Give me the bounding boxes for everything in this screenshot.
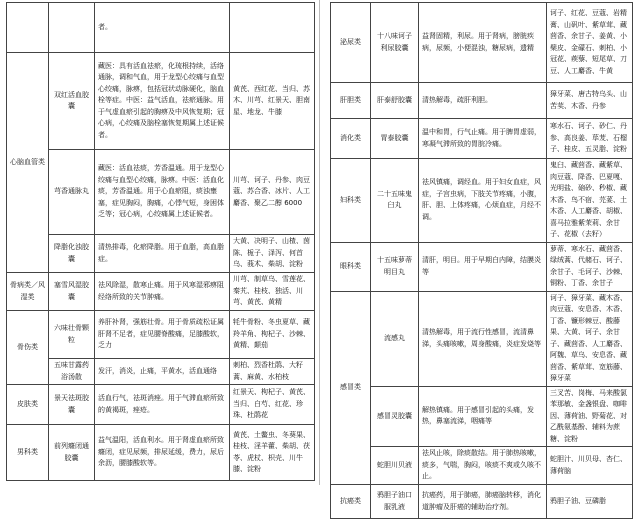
medicine-name: 六味壮骨颗粒 bbox=[49, 311, 95, 359]
medicine-name: 降脂化浊胶囊 bbox=[49, 235, 95, 273]
table-row bbox=[331, 485, 633, 519]
table-row bbox=[331, 159, 633, 243]
table-row bbox=[331, 3, 633, 83]
efficacy-cell: 解热镇痛。用于感冒引起的头痛，发热，鼻塞流涕，咽痛等 bbox=[419, 386, 547, 447]
efficacy-cell: 益气温阳，活血利水。用于肾虚血瘀所致癃闭，症见尿频，排尿延缓，费力，尿后余沥，腰膝酸软等。 bbox=[95, 425, 230, 481]
medicine-name: 芎香通脉丸 bbox=[49, 150, 95, 235]
ingredients-cell: 鸦胆子油、豆磷脂 bbox=[547, 485, 633, 519]
medicine-name: 双红活血胶囊 bbox=[49, 53, 95, 150]
table-row bbox=[7, 150, 315, 235]
efficacy-cell: 藏医：活血祛痰，芳香温通。用于龙型心绞痛与血型心绞痛，脉痹。中医：活血化痰，芳香温通。用于心血瘀阻，痰浊壅塞，症见胸闷，胸痛，心悸气短，身困体乏等；冠心病，心绞痛属上述证候者。 bbox=[95, 150, 230, 235]
ingredients-cell: 川芎、诃子、丹参、肉豆蔻、苏合香、冰片、人工麝香、聚乙二醇 6000 bbox=[230, 150, 315, 235]
efficacy-cell: 祛风除湿，散寒止痛。用于风寒湿邪痹阻经络所致的关节肿痛。 bbox=[95, 273, 230, 311]
ingredients-cell: 鬼臼、藏茴香、藏紫草、肉豆蔻、降香、巴夏嘎、光明盐、硇砂、秒椒、藏木香、鸟不宿、芫荽、土木香、人工麝香、胡椒、喜马拉雅紫茉莉、余甘子、花椒（去籽） bbox=[547, 159, 633, 243]
medicine-name: 十五味萝蒂明目丸 bbox=[371, 242, 419, 291]
category-cell: 皮肤类 bbox=[7, 385, 49, 425]
ingredients-cell: 黄芪、土鳖虫、冬葵果、桂枝、淫羊藿、柴胡、茯苓、虎杖、枳壳、川牛膝、淀粉 bbox=[230, 425, 315, 481]
medicine-name: 塞雪风湿胶囊 bbox=[49, 273, 95, 311]
efficacy-cell: 清肝，明目。用于早期白内障，结膜炎等 bbox=[419, 242, 547, 291]
medicine-name: 前列癃闭通胶囊 bbox=[49, 425, 95, 481]
medicine-name: 鸦胆子油口服乳液 bbox=[371, 485, 419, 519]
ingredients-cell: 诃子、红花、豆蔻、岩精膏、山矾叶、紫草茸、藏茴香、余甘子、姜黄、小檗皮、金礞石、刺柏、小冠花、蒺藜、短尾草、刀豆、人工麝香、牛黄 bbox=[547, 3, 633, 83]
efficacy-cell: 清热解毒，用于流行性感冒，流清鼻涕，头痛咳嗽，周身酸痛，炎症发烧等 bbox=[419, 291, 547, 386]
category-cell: 骨伤类 bbox=[7, 311, 49, 385]
category-cell: 心脑血管类 bbox=[7, 53, 49, 273]
medicine-name bbox=[49, 3, 95, 53]
efficacy-cell: 祛风止咳，除痰散结。用于肺热咳嗽，痰多，气喘，胸闷，咳痰不爽或久咳不止。 bbox=[419, 447, 547, 485]
efficacy-cell: 清热排毒，化瘀降脂。用于血脂，高血脂症。 bbox=[95, 235, 230, 273]
table-row bbox=[331, 242, 633, 291]
medicine-name: 肝泰舒胶囊 bbox=[371, 83, 419, 119]
category-cell: 泌尿类 bbox=[331, 3, 371, 83]
category-cell: 抗癌类 bbox=[331, 485, 371, 519]
table-row bbox=[331, 119, 633, 159]
category-cell: 肝胆类 bbox=[331, 83, 371, 119]
table-row bbox=[331, 291, 633, 386]
table-row bbox=[331, 447, 633, 485]
efficacy-cell: 清热解毒，疏肝利胆。 bbox=[419, 83, 547, 119]
category-cell: 眼科类 bbox=[331, 242, 371, 291]
ingredients-cell: 蛇胆汁、川贝母、杏仁、薄荷脑 bbox=[547, 447, 633, 485]
table-row bbox=[7, 385, 315, 425]
ingredients-cell: 三叉苦、岗梅、马来酸氯苯那敏、金盏银盘、咖啡因、薄荷油、野菊花、对乙酰氨基酚、辅料为蔗糖、淀粉 bbox=[547, 386, 633, 447]
table-row bbox=[7, 3, 315, 53]
medicine-name: 感冒灵胶囊 bbox=[371, 386, 419, 447]
category-cell: 妇科类 bbox=[331, 159, 371, 243]
medicine-name: 胃泰胶囊 bbox=[371, 119, 419, 159]
category-cell bbox=[7, 3, 49, 53]
ingredients-cell: 獐牙菜、唐古特乌头、山苦荬、木香、丹参 bbox=[547, 83, 633, 119]
table-row bbox=[7, 311, 315, 359]
ingredients-cell: 诃子、獐牙菜、藏木香、肉豆蔻、安息香、木香、丁香、镰形棘豆、酸藤果、大黄、诃子、余甘子、藏茴香、人工麝香、阿魏、草乌、安息香、藏茴香、紫草茸、宽筋藤、獐牙菜 bbox=[547, 291, 633, 386]
ingredients-cell: 川芎、制草乌、雪莲花、秦艽、桂枝、独活、川芎、黄芪、黄精 bbox=[230, 273, 315, 311]
medicine-name: 十八味诃子利尿胶囊 bbox=[371, 3, 419, 83]
ingredients-cell: 寒水石、诃子、砂仁、丹参、高良姜、荜茇、石榴子、桂皮、五灵脂、淀粉 bbox=[547, 119, 633, 159]
efficacy-cell: 温中和胃，行气止痛。用于脾胃虚弱，寒凝气滞所致的胃脘冷痛。 bbox=[419, 119, 547, 159]
ingredients-cell: 刺柏、烈香杜鹃、大籽蒿、麻黄、水柏枝 bbox=[230, 359, 315, 385]
category-cell: 感冒类 bbox=[331, 291, 371, 485]
medicine-table-right bbox=[330, 2, 633, 519]
ingredients-cell: 牦牛骨粉、冬虫夏草、藏羚羊角、枸杞子、沙棘、黄精、颠茄 bbox=[230, 311, 315, 359]
category-cell: 骨病类／风湿类 bbox=[7, 273, 49, 311]
table-row bbox=[331, 386, 633, 447]
ingredients-cell: 萝蒂、寒水石、藏茴香、绿绒蒿、代赭石、诃子、余甘子、毛诃子、沙棘、铜粉、丁香、余甘子 bbox=[547, 242, 633, 291]
table-row bbox=[7, 53, 315, 150]
page-divider bbox=[319, 0, 320, 485]
ingredients-cell: 大黄、决明子、山楂、茵陈、栀子、泽泻、何首乌、莪术、柴胡、淀粉 bbox=[230, 235, 315, 273]
efficacy-cell: 祛风镇痛，调经血。用于妇女血症，风症，子宫虫病，下肢关节疼痛，小腹，肝、胆、上体疼痛，心烦血症，月经不调。 bbox=[419, 159, 547, 243]
ingredients-cell: 红景天、枸杞子、黄芪、当归、白芍、红花、珍珠、杜鹃花 bbox=[230, 385, 315, 425]
table-row bbox=[7, 273, 315, 311]
efficacy-cell: 养肝补肾，强筋壮骨。用于骨质疏松证属肝肾不足者，症见腰脊酸痛，足膝酸软，乏力 bbox=[95, 311, 230, 359]
medicine-name: 二十五味鬼臼丸 bbox=[371, 159, 419, 243]
medicine-name: 景天祛斑胶囊 bbox=[49, 385, 95, 425]
category-cell: 男科类 bbox=[7, 425, 49, 481]
table-row bbox=[7, 425, 315, 481]
table-row bbox=[7, 235, 315, 273]
medicine-table-left bbox=[6, 2, 315, 481]
efficacy-cell: 发汗，消炎，止痛，平黄水，活血通络 bbox=[95, 359, 230, 385]
category-cell: 消化类 bbox=[331, 119, 371, 159]
efficacy-cell: 抗癌药，用于肺癌，肺癌脑转移，消化道肿瘤及肝癌的辅助治疗剂。 bbox=[419, 485, 547, 519]
efficacy-cell: 藏医：具有活血祛瘀，化琉根持续，活络通脉，调和气血，用于龙型心绞痛与血型心绞痛，脉痹，包括冠状动脉硬化，脑血栓等症。中医：益气活血，祛瘀通脉。用于气虚血瘀引起的胸痹及中风恢复期；冠心病，心绞痛及脑栓塞恢复期属上述证候者。 bbox=[95, 53, 230, 150]
table-row bbox=[331, 83, 633, 119]
medicine-name: 五味甘露药浴汤散 bbox=[49, 359, 95, 385]
efficacy-cell: 活血行气，祛斑消痤。用于气滞血瘀所致的黄褐斑，痤疮。 bbox=[95, 385, 230, 425]
ingredients-cell bbox=[230, 3, 315, 53]
efficacy-cell: 者。 bbox=[95, 3, 230, 53]
medicine-name: 蛇胆川贝液 bbox=[371, 447, 419, 485]
efficacy-cell: 益肾固精，利尿。用于肾病，膀胱疾病，尿频，小便混浊，糖尿病，遗精 bbox=[419, 3, 547, 83]
medicine-name: 流感丸 bbox=[371, 291, 419, 386]
table-row bbox=[7, 359, 315, 385]
ingredients-cell: 黄芪、西红花、当归、苏木、川芎、红景天、胆南星、地龙、牛膝 bbox=[230, 53, 315, 150]
